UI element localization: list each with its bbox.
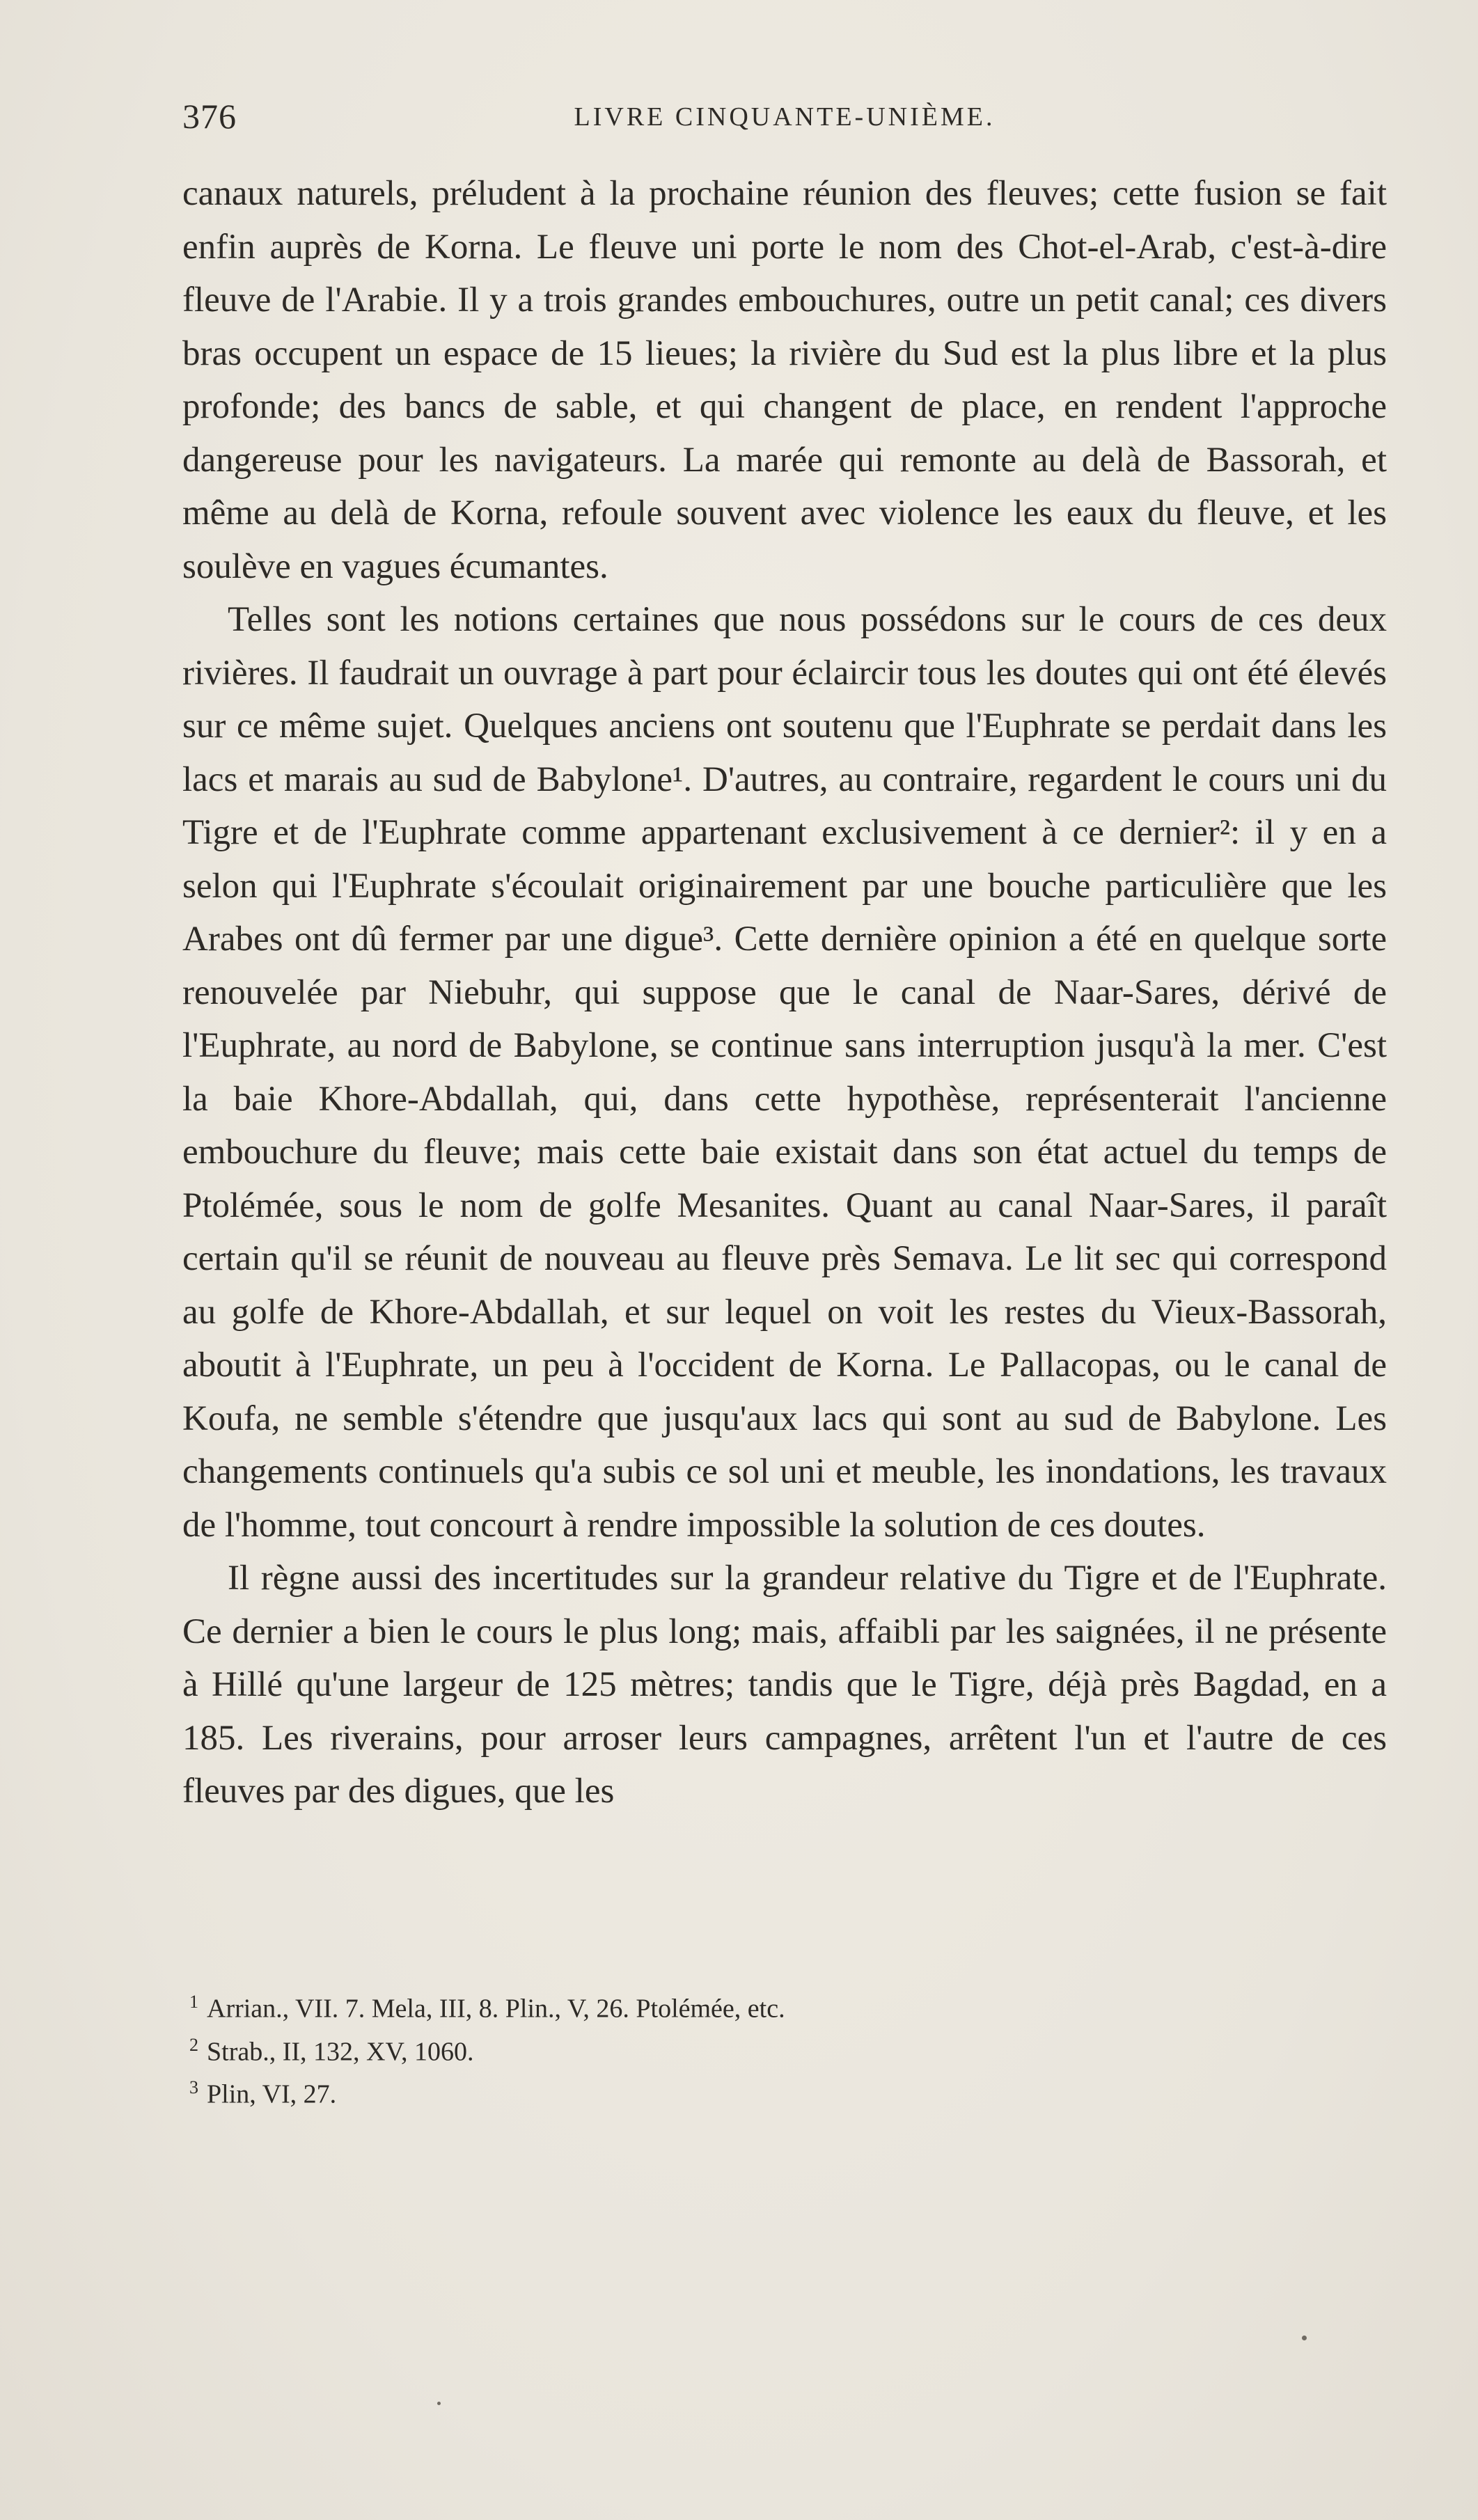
footnote-text: Strab., II, 132, XV, 1060. <box>207 2037 474 2067</box>
footnote-marker: 3 <box>189 2077 198 2098</box>
footnote-text: Plin, VI, 27. <box>207 2079 337 2109</box>
footnotes <box>189 1984 1373 2113</box>
footnote-marker: 1 <box>189 1992 198 2012</box>
paragraph: canaux naturels, préludent à la prochaine réunion des fleuves; cette fusion se fait enfin auprès de Korna. Le fleuve uni porte le nom des Chot-el-Arab, c'est-à-dire fleuve de l'Arabie. Il y a trois grandes embouchures, outre un petit canal; ces divers bras occupent un espace de 15 lieues; la rivière du Sud est la plus libre et la plus profonde; des bancs de sable, et qui changent de place, en rendent l'approche dangereuse pour les navigateurs. La marée qui remonte au delà de Bassorah, et même au delà de Korna, refoule souvent avec violence les eaux du fleuve, et les soulève en vagues écumantes. <box>182 174 1387 586</box>
footnote <box>189 2027 1373 2070</box>
paragraph: Telles sont les notions certaines que nous possédons sur le cours de ces deux rivières. Il faudrait un ouvrage à part pour éclaircir tous les doutes qui ont été élevés sur ce même sujet. Quelques anciens ont soutenu que l'Euphrate se perdait dans les lacs et marais au sud de Babylone¹. D'autres, au contraire, regardent le cours uni du Tigre et de l'Euphrate comme appartenant exclusivement à ce dernier²: il y en a selon qui l'Euphrate s'écoulait originairement par une bouche particulière que les Arabes ont dû fermer par une digue³. Cette dernière opinion a été en quelque sorte renouvelée par Niebuhr, qui suppose que le canal de Naar-Sares, dérivé de l'Euphrate, au nord de Babylone, se continue sans interruption jusqu'à la mer. C'est la baie Khore-Abdallah, qui, dans cette hypothèse, représenterait l'ancienne embouchure du fleuve; mais cette baie existait dans son état actuel du temps de Ptolémée, sous le nom de golfe Mesanites. Quant au canal Naar-Sares, il paraît certain qu'il se réunit de nouveau au fleuve près Semava. Le lit sec qui correspond au golfe de Khore-Abdallah, et sur lequel on voit les restes du Vieux-Bassorah, aboutit à l'Euphrate, un peu à l'occident de Korna. Le Pallacopas, ou le canal de Koufa, ne semble s'étendre que jusqu'aux lacs qui sont au sud de Babylone. Les changements continuels qu'a subis ce sol uni et meuble, les inondations, les travaux de l'homme, tout concourt à rendre impossible la solution de ces doutes. <box>182 600 1387 1545</box>
footnote-marker: 2 <box>189 2034 198 2055</box>
body-text <box>182 167 1387 1818</box>
paragraph: Il règne aussi des incertitudes sur la grandeur relative du Tigre et de l'Euphrate. Ce dernier a bien le cours le plus long; mais, affaibli par les saignées, il ne présente à Hillé qu'une largeur de 125 mètres; tandis que le Tigre, déjà près Bagdad, en a 185. Les riverains, pour arroser leurs campagnes, arrêtent l'un et l'autre de ces fleuves par des digues, que les <box>182 1559 1387 1811</box>
paper-speck <box>1302 2336 1307 2340</box>
footnote-text: Arrian., VII. 7. Mela, III, 8. Plin., V, 26. Ptolémée, etc. <box>207 1994 785 2024</box>
running-title: LIVRE CINQUANTE-UNIÈME. <box>574 102 996 132</box>
footnote <box>189 1984 1373 2027</box>
page-number: 376 <box>182 97 237 136</box>
page-header <box>182 96 1387 138</box>
paper-speck <box>437 2402 441 2405</box>
footnote <box>189 2070 1373 2113</box>
